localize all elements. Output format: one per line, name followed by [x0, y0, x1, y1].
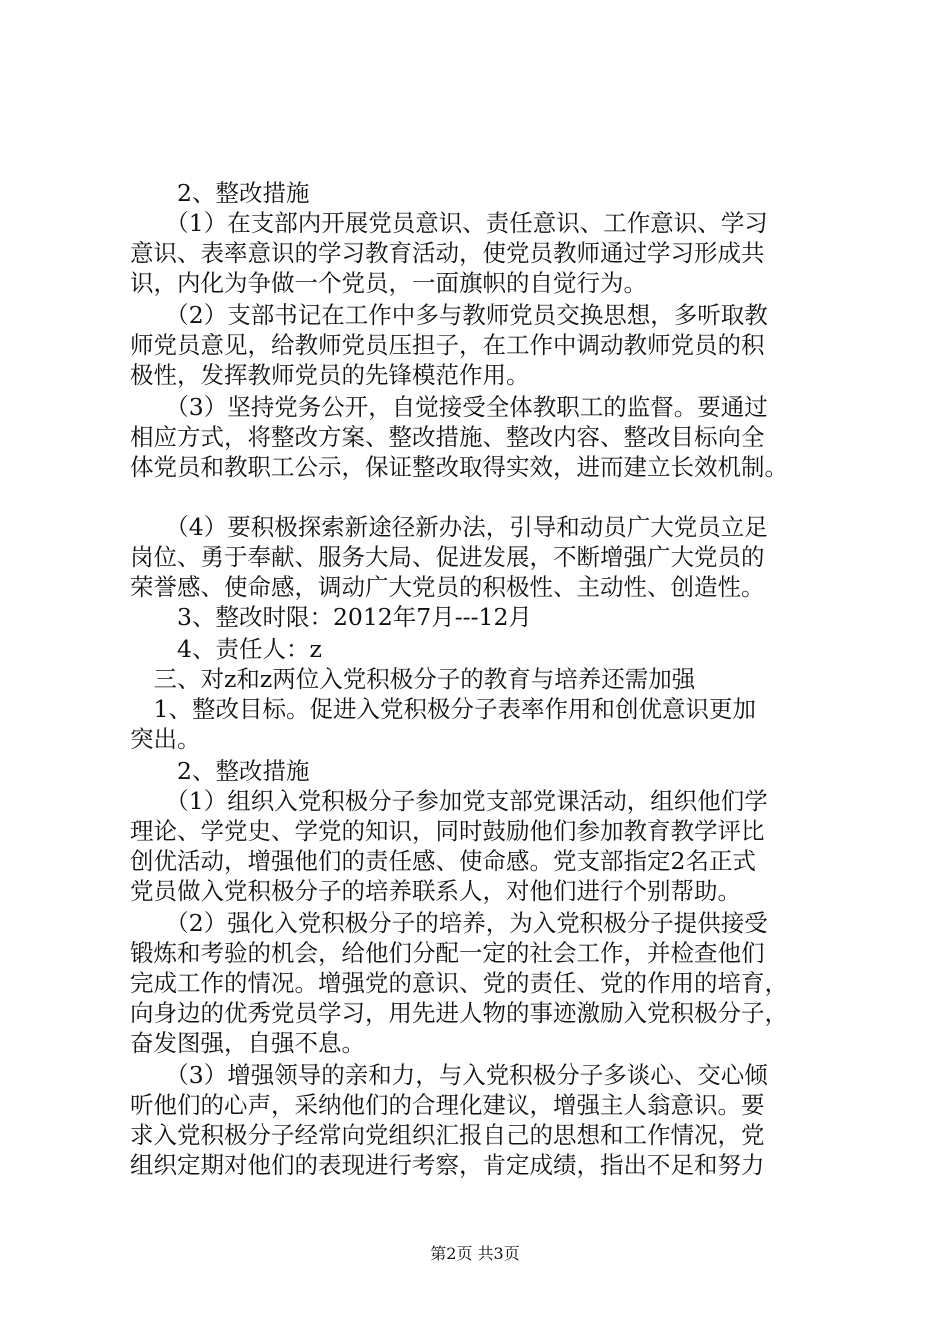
text-line: 听他们的心声，采纳他们的合理化建议，增强主人翁意识。要 — [130, 1091, 765, 1119]
text-line: 锻炼和考验的机会，给他们分配一定的社会工作，并检查他们 — [130, 939, 765, 967]
text-line: 1、整改目标。促进入党积极分子表率作用和创优意识更加 — [130, 695, 756, 723]
text-line: 求入党积极分子经常向党组织汇报自己的思想和工作情况，党 — [130, 1121, 765, 1149]
text-line: 2、整改措施 — [130, 179, 310, 207]
text-line: 相应方式，将整改方案、整改措施、整改内容、整改目标向全 — [130, 423, 765, 451]
text-line: 极性，发挥教师党员的先锋模范作用。 — [130, 361, 530, 389]
text-line: （2）支部书记在工作中多与教师党员交换思想，多听取教 — [130, 301, 768, 329]
text-line: 理论、学党史、学党的知识，同时鼓励他们参加教育教学评比 — [130, 817, 765, 845]
text-line: 完成工作的情况。增强党的意识、党的责任、党的作用的培育， — [130, 969, 788, 997]
text-line: 体党员和教职工公示，保证整改取得实效，进而建立长效机制。 — [130, 453, 788, 481]
page-number-footer: 第2页 共3页 — [430, 1244, 520, 1263]
text-line: 创优活动，增强他们的责任感、使命感。党支部指定2名正式 — [130, 847, 756, 875]
text-line: 党员做入党积极分子的培养联系人，对他们进行个别帮助。 — [130, 877, 741, 905]
text-line: （1）组织入党积极分子参加党支部党课活动，组织他们学 — [130, 787, 768, 815]
text-line: 2、整改措施 — [130, 757, 310, 785]
text-line: 识，内化为争做一个党员，一面旗帜的自觉行为。 — [130, 269, 647, 297]
text-line: 意识、表率意识的学习教育活动，使党员教师通过学习形成共 — [130, 239, 765, 267]
text-line: 师党员意见，给教师党员压担子，在工作中调动教师党员的积 — [130, 331, 765, 359]
text-line: 向身边的优秀党员学习，用先进人物的事迹激励入党积极分子， — [130, 999, 788, 1027]
text-line: 荣誉感、使命感，调动广大党员的积极性、主动性、创造性。 — [130, 573, 765, 601]
text-line: （3）坚持党务公开，自觉接受全体教职工的监督。要通过 — [130, 393, 768, 421]
text-line: 4、责任人：z — [130, 635, 322, 663]
text-line: （4）要积极探索新途径新办法，引导和动员广大党员立足 — [130, 513, 768, 541]
text-line: 3、整改时限：2012年7月---12月 — [130, 603, 532, 631]
text-line: 组织定期对他们的表现进行考察，肯定成绩，指出不足和努力 — [130, 1151, 765, 1179]
text-line: 岗位、勇于奉献、服务大局、促进发展，不断增强广大党员的 — [130, 543, 765, 571]
text-line: （1）在支部内开展党员意识、责任意识、工作意识、学习 — [130, 209, 768, 237]
text-line: （2）强化入党积极分子的培养，为入党积极分子提供接受 — [130, 909, 768, 937]
text-line: 三、对z和z两位入党积极分子的教育与培养还需加强 — [130, 665, 696, 693]
text-line: 突出。 — [130, 725, 201, 753]
text-line: 奋发图强，自强不息。 — [130, 1029, 365, 1057]
text-line: （3）增强领导的亲和力，与入党积极分子多谈心、交心倾 — [130, 1061, 768, 1089]
